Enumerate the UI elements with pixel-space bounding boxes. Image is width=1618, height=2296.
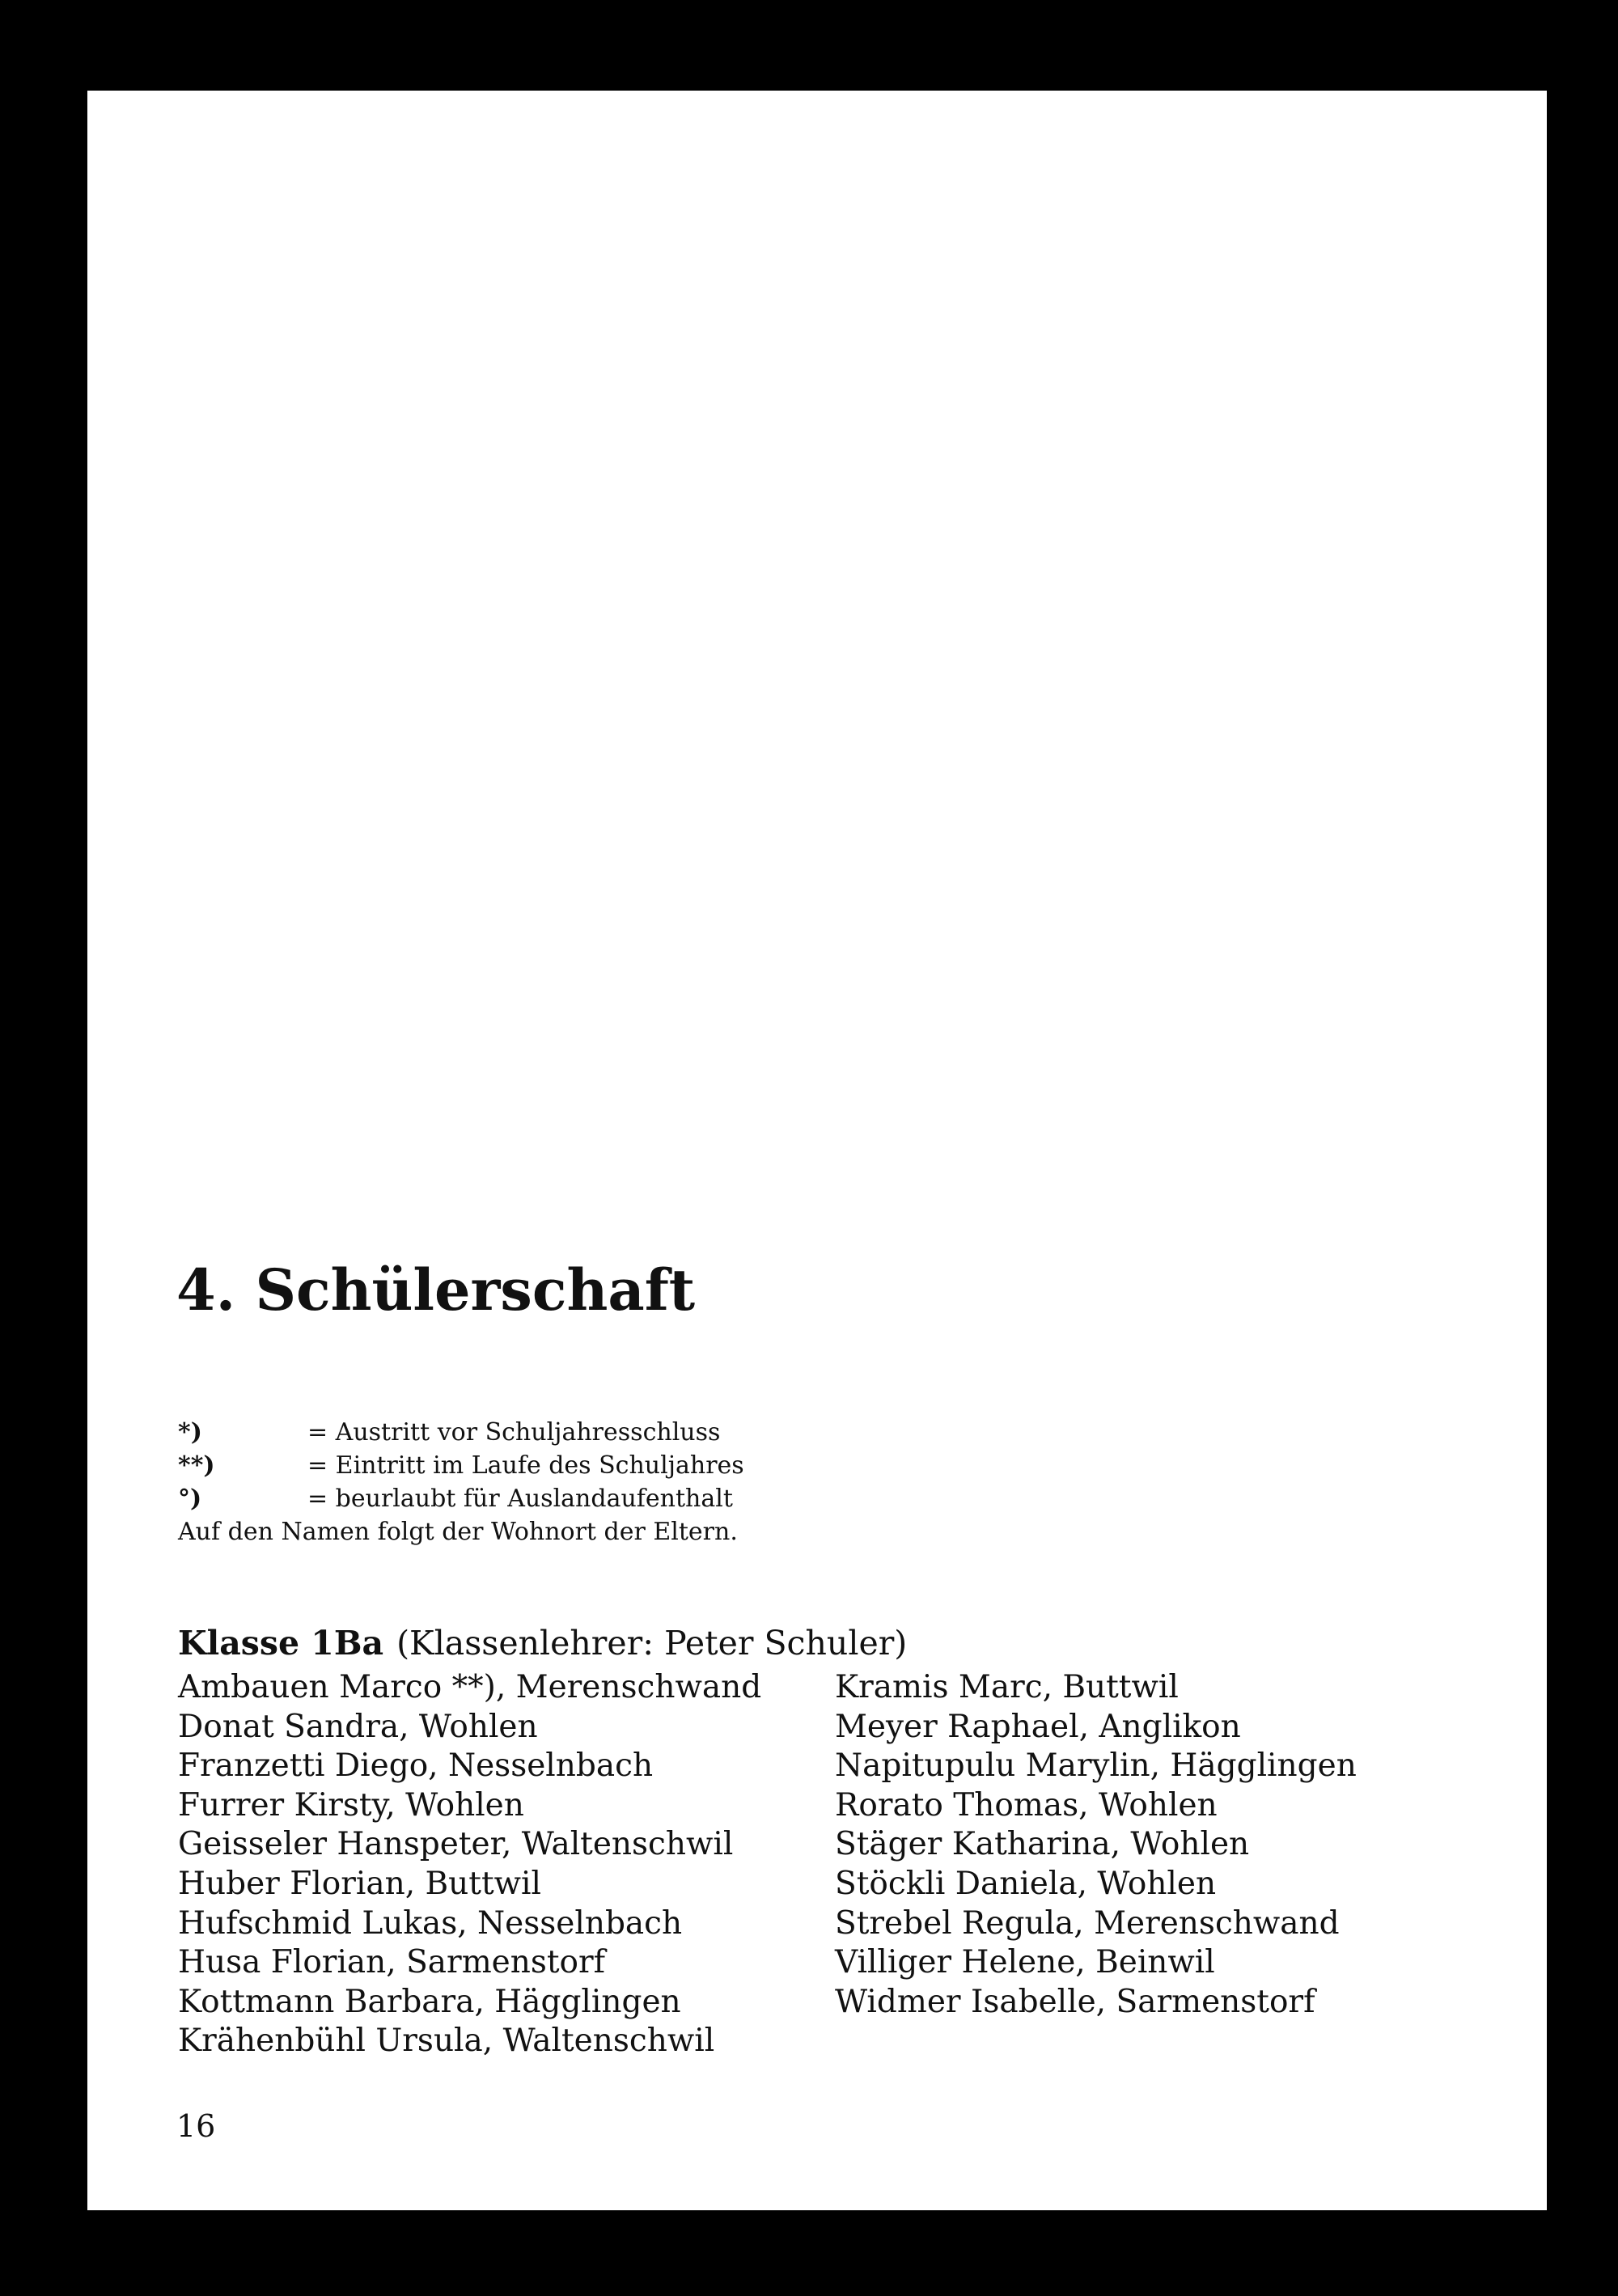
legend [178, 1416, 744, 1548]
student-entry: Furrer Kirsty, Wohlen [178, 1786, 524, 1824]
legend-row [178, 1449, 744, 1482]
legend-note: Auf den Namen folgt der Wohnort der Eltern. [178, 1518, 738, 1546]
document-page [87, 91, 1547, 2210]
student-entry: Napitupulu Marylin, Hägglingen [835, 1747, 1357, 1785]
legend-symbol: *) [178, 1418, 202, 1447]
student-entry: Franzetti Diego, Nesselnbach [178, 1747, 654, 1785]
student-entry: Widmer Isabelle, Sarmenstorf [835, 1983, 1315, 2020]
student-entry: Strebel Regula, Merenschwand [835, 1904, 1340, 1942]
page-number: 16 [176, 2108, 216, 2144]
section-title: 4. Schülerschaft [176, 1256, 696, 1324]
legend-row [178, 1416, 744, 1449]
student-entry: Krähenbühl Ursula, Waltenschwil [178, 2023, 715, 2060]
student-entry: Hufschmid Lukas, Nesselnbach [178, 1904, 683, 1942]
legend-text: = Eintritt im Laufe des Schuljahres [307, 1451, 744, 1480]
student-entry: Geisseler Hanspeter, Waltenschwil [178, 1826, 734, 1863]
student-entry: Huber Florian, Buttwil [178, 1865, 541, 1902]
student-list-left [178, 1668, 761, 2061]
student-entry: Ambauen Marco **), Merenschwand [178, 1669, 762, 1705]
student-entry: Villiger Helene, Beinwil [835, 1944, 1215, 1981]
legend-symbol: °) [178, 1485, 202, 1513]
student-entry: Kottmann Barbara, Hägglingen [178, 1983, 681, 2020]
legend-text: = Austritt vor Schuljahresschluss [307, 1418, 721, 1447]
student-entry: Rorato Thomas, Wohlen [835, 1786, 1218, 1824]
student-entry: Stöckli Daniela, Wohlen [835, 1865, 1217, 1902]
class-name: Klasse 1Ba [178, 1624, 384, 1663]
legend-row [178, 1482, 744, 1515]
legend-symbol: **) [178, 1451, 215, 1480]
class-header [178, 1625, 907, 1662]
student-entry: Kramis Marc, Buttwil [835, 1669, 1179, 1705]
student-list-right [835, 1668, 1357, 2022]
student-entry: Donat Sandra, Wohlen [178, 1708, 538, 1745]
student-entry: Husa Florian, Sarmenstorf [178, 1944, 606, 1981]
student-entry: Meyer Raphael, Anglikon [835, 1708, 1241, 1745]
student-entry: Stäger Katharina, Wohlen [835, 1826, 1250, 1863]
legend-text: = beurlaubt für Auslandaufenthalt [307, 1485, 733, 1513]
class-teacher: (Klassenlehrer: Peter Schuler) [396, 1624, 908, 1663]
